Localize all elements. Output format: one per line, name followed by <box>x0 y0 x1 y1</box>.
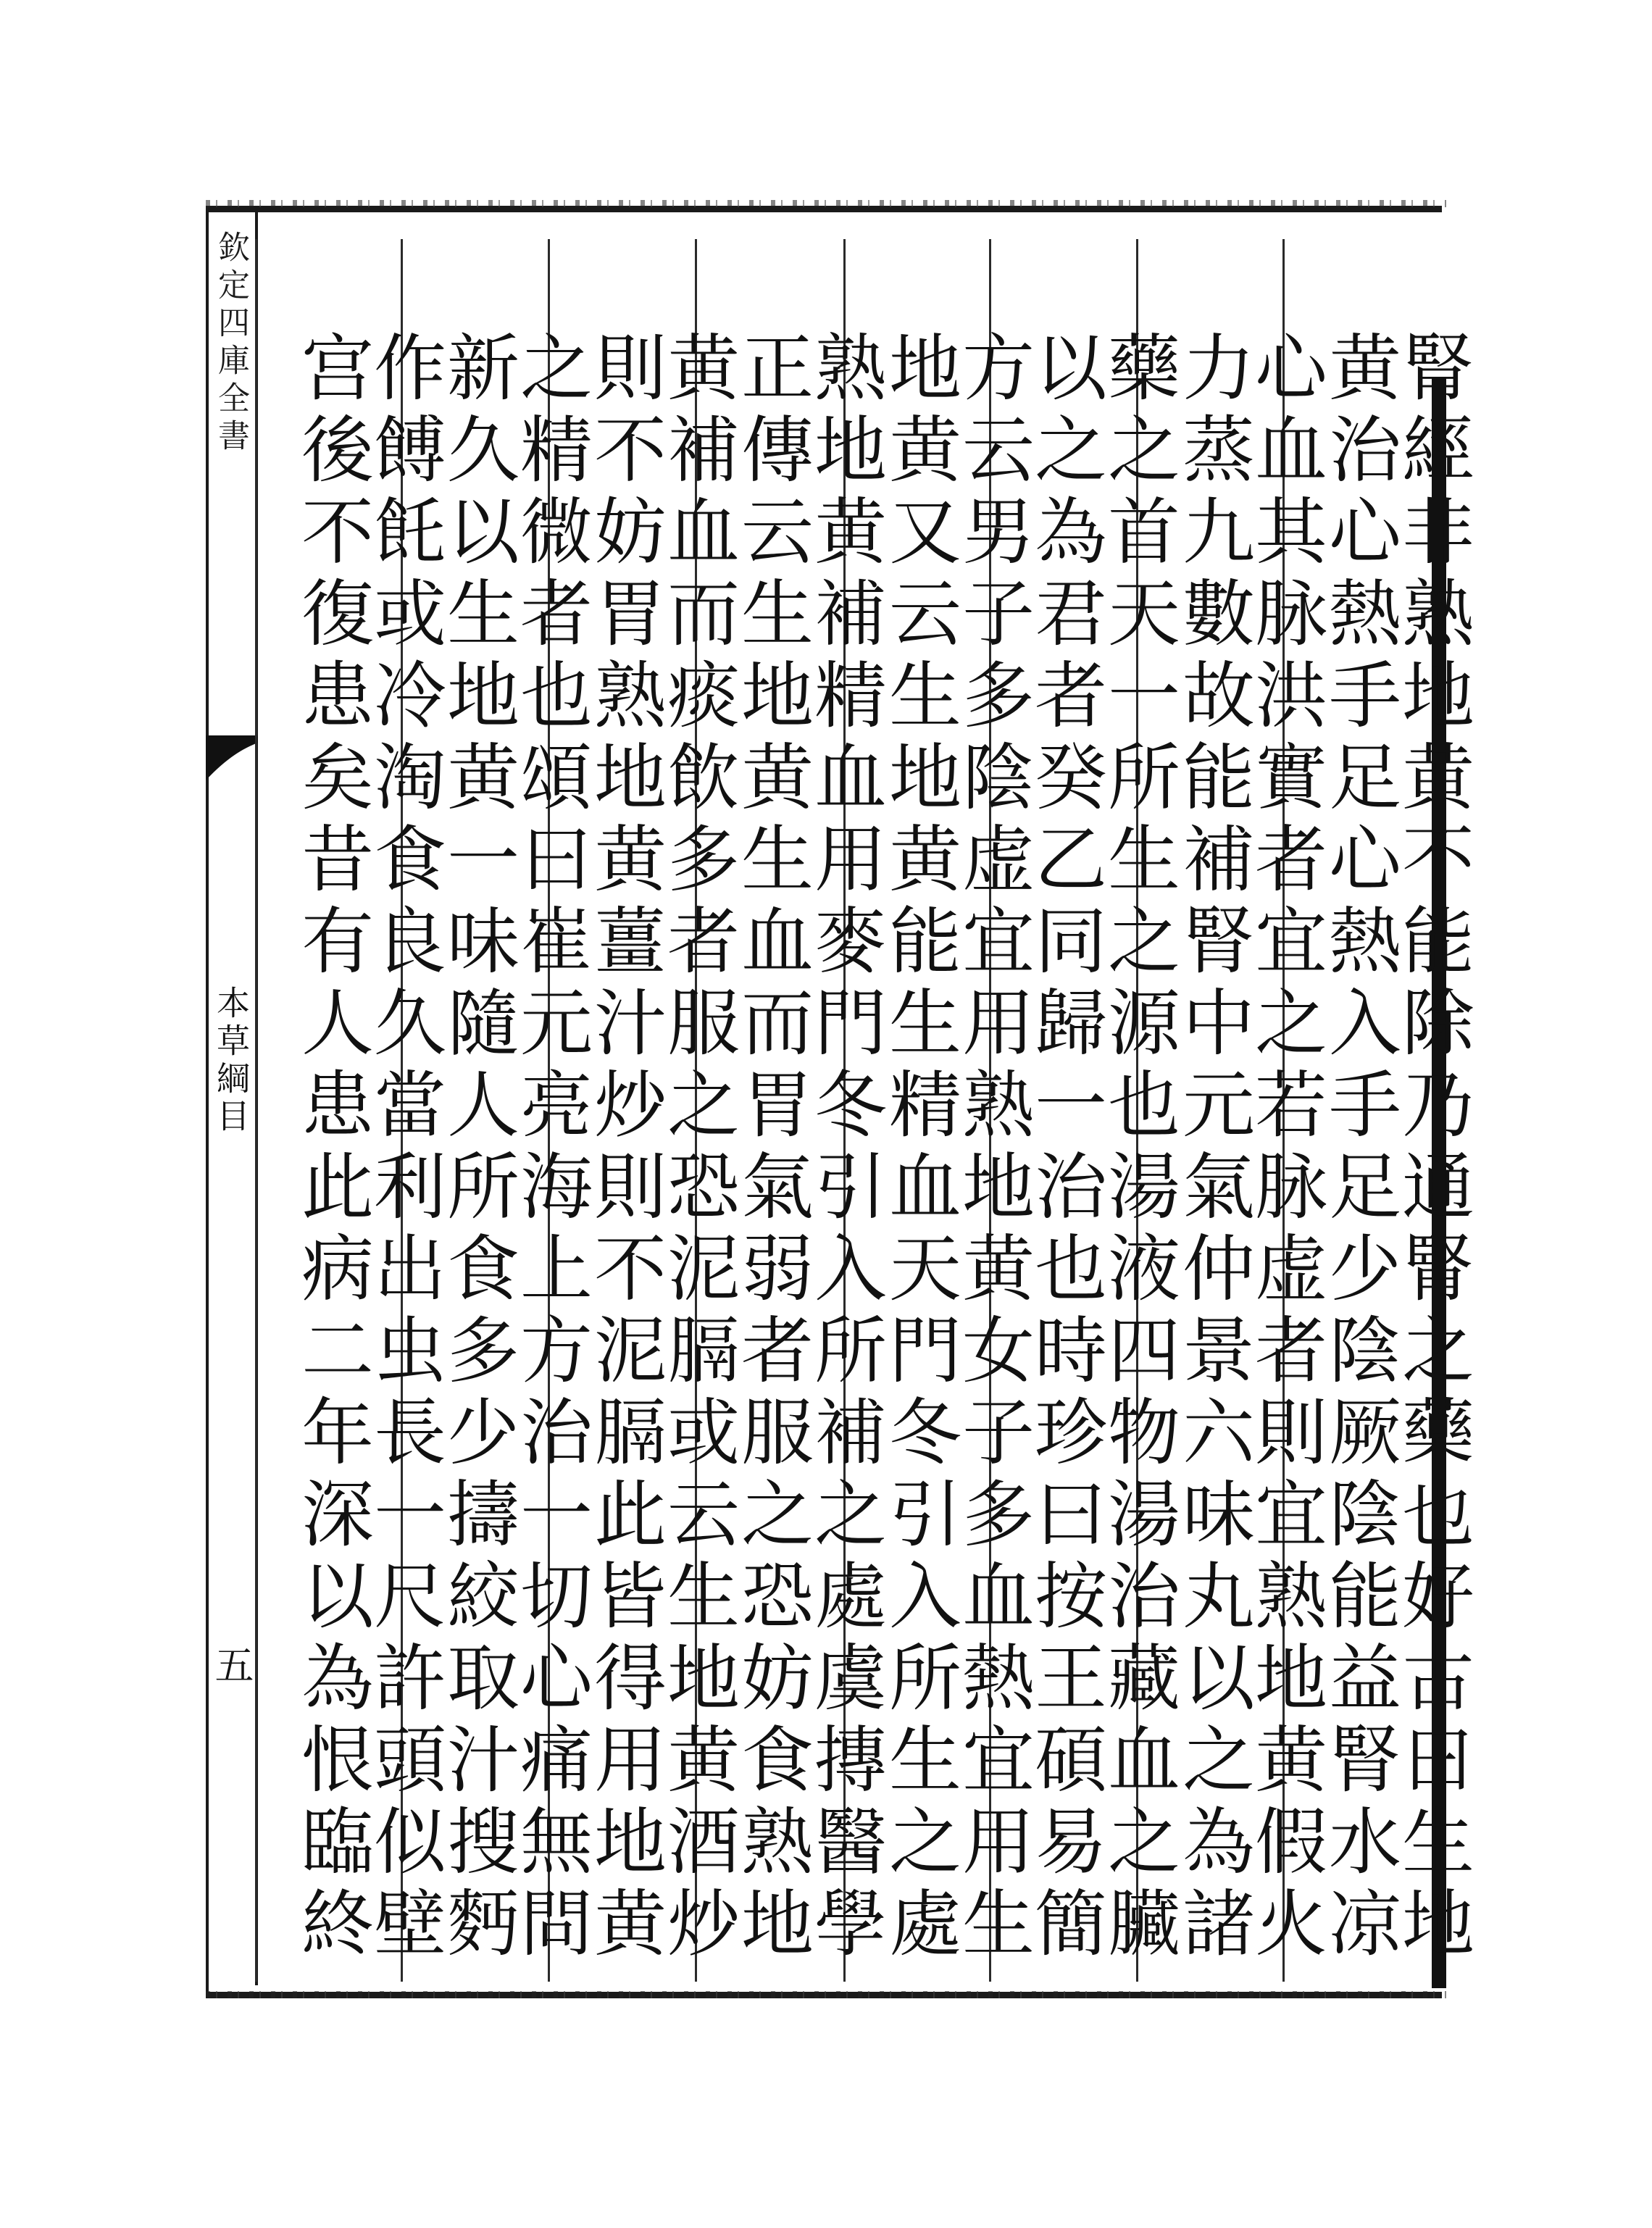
text-column: 方云男子多陰虚宜用熟地黄女子多血熱宜用生 <box>950 330 1035 1967</box>
text-column: 黄治心熱手足心熱入手足少陰厥陰能益腎水凉 <box>1317 330 1401 1967</box>
text-column: 宫後不復患矣昔有人患此病二年深以為恨臨終 <box>289 330 374 1967</box>
text-column: 以之為君者癸乙同歸一治也時珍曰按王碩易簡 <box>1022 330 1107 1967</box>
text-column: 正傳云生地黄生血而胃氣弱者服之恐妨食熟地 <box>729 330 814 1967</box>
text-column: 熟地黄補精血用麥門冬引入所補之處虞摶醫學 <box>802 330 887 1967</box>
book-title: 本草綱目 <box>212 985 251 1136</box>
text-column: 作餺飥或冷淘食良久當利出虫長一尺許頭似壁 <box>362 330 446 1967</box>
text-column: 則不妨胃熟地黄薑汁炒則不泥膈此皆得用地黄 <box>582 330 667 1967</box>
noise-top <box>206 200 1446 207</box>
text-column: 心血其脉洪實者宜之若脉虚者則宜熟地黄假火 <box>1243 330 1327 1967</box>
text-column: 地黄又云生地黄能生精血天門冬引入所生之處 <box>877 330 961 1967</box>
text-column: 腎經非熟地黄不能除乃通腎之藥也好古曰生地 <box>1390 330 1474 1967</box>
text-column: 之精微者也頌曰崔元亮海上方治一切心痛無問 <box>508 330 593 1967</box>
page-number: 五 <box>209 1645 254 1684</box>
noise-bottom <box>206 1991 1446 1998</box>
margin-header: 欽定四庫全書 <box>212 230 249 456</box>
text-column: 藥之首天一所生之源也湯液四物湯治藏血之臟 <box>1096 330 1180 1967</box>
fishtail-mark-icon <box>206 735 258 780</box>
text-column: 黄補血而痰飲多者服之恐泥膈或云生地黄酒炒 <box>655 330 740 1967</box>
text-column: 力蒸九數故能補腎中元氣仲景六味丸以之為諸 <box>1170 330 1255 1967</box>
text-column: 新久以生地黄一味隨人所食多少擣絞取汁搜麪 <box>435 330 520 1967</box>
